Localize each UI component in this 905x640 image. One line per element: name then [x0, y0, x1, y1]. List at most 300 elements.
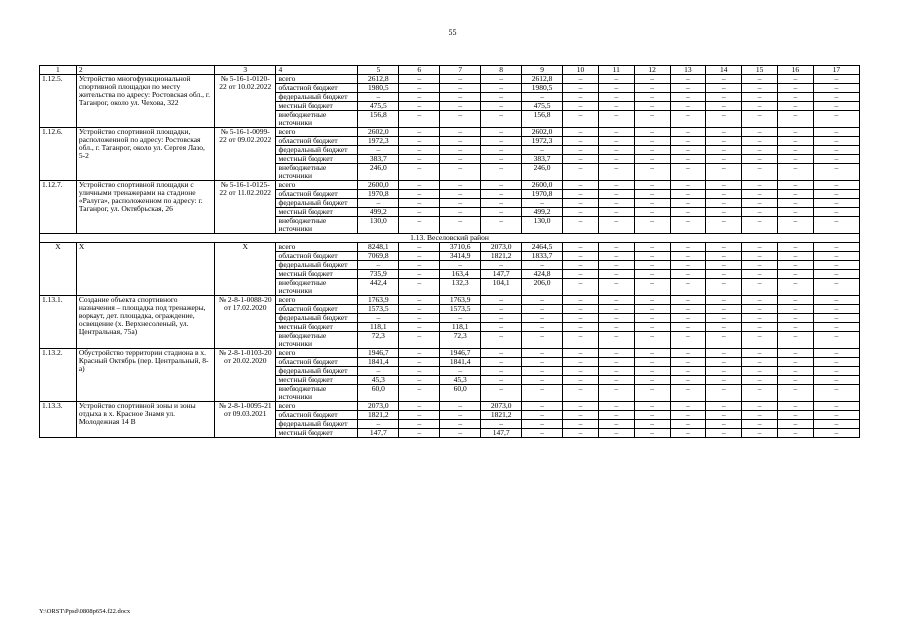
table-cell: –	[742, 93, 778, 102]
table-cell: областной бюджет	[276, 411, 358, 420]
table-cell: –	[778, 349, 814, 358]
table-cell: –	[813, 270, 859, 279]
table-cell: –	[399, 208, 440, 217]
table-cell: –	[706, 314, 742, 323]
table-cell: –	[813, 146, 859, 155]
table-cell: –	[481, 305, 522, 314]
table-cell: –	[563, 261, 599, 270]
table-cell: –	[598, 314, 634, 323]
table-cell: –	[481, 385, 522, 402]
table-cell: –	[563, 190, 599, 199]
table-row	[40, 66, 860, 75]
table-cell: –	[399, 270, 440, 279]
table-cell: –	[481, 367, 522, 376]
table-cell: –	[778, 420, 814, 429]
table-cell: –	[634, 128, 670, 137]
table-cell: –	[634, 261, 670, 270]
table-cell: –	[481, 349, 522, 358]
table-cell: –	[742, 137, 778, 146]
table-cell: –	[522, 358, 563, 367]
table-cell: –	[706, 199, 742, 208]
table-cell: –	[598, 217, 634, 234]
table-cell: –	[634, 358, 670, 367]
table-cell: 2612,8	[522, 75, 563, 84]
table-cell: 442,4	[358, 279, 399, 296]
table-cell: 1.12.7.	[40, 181, 77, 234]
table-row	[40, 296, 860, 305]
file-path-footer: Y:\ORST\Ppsd\0808p654.f22.docx	[39, 608, 131, 615]
table-cell: 15	[742, 66, 778, 75]
table-cell: 1946,7	[440, 349, 481, 358]
table-cell: –	[670, 376, 706, 385]
table-cell: –	[742, 270, 778, 279]
table-cell: –	[399, 217, 440, 234]
table-cell: –	[563, 385, 599, 402]
table-cell: –	[598, 164, 634, 181]
table-cell: всего	[276, 181, 358, 190]
table-cell: –	[598, 252, 634, 261]
table-cell: –	[563, 93, 599, 102]
table-cell: –	[813, 137, 859, 146]
table-cell: Х	[40, 243, 77, 296]
table-cell: –	[742, 367, 778, 376]
table-cell: 383,7	[358, 155, 399, 164]
table-cell: 2	[76, 66, 214, 75]
table-cell: –	[706, 385, 742, 402]
table-cell: –	[399, 261, 440, 270]
table-cell: 118,1	[440, 323, 481, 332]
table-cell: –	[522, 349, 563, 358]
table-cell: –	[778, 75, 814, 84]
table-cell: –	[522, 376, 563, 385]
table-cell: –	[742, 261, 778, 270]
table-cell: 1980,5	[522, 84, 563, 93]
table-cell: –	[778, 217, 814, 234]
table-cell: –	[813, 93, 859, 102]
table-cell: 1.12.6.	[40, 128, 77, 181]
table-cell: –	[634, 137, 670, 146]
table-cell: –	[670, 111, 706, 128]
table-cell: –	[399, 420, 440, 429]
table-cell: –	[358, 261, 399, 270]
table-cell: –	[670, 208, 706, 217]
table-cell: 475,5	[522, 102, 563, 111]
table-cell: –	[670, 279, 706, 296]
table-cell: всего	[276, 75, 358, 84]
table-cell: внебюджетные источники	[276, 279, 358, 296]
table-cell: –	[399, 137, 440, 146]
table-cell: областной бюджет	[276, 305, 358, 314]
table-cell: внебюджетные источники	[276, 385, 358, 402]
table-cell: –	[399, 332, 440, 349]
table-cell: –	[742, 75, 778, 84]
table-cell: –	[481, 420, 522, 429]
table-cell: –	[481, 332, 522, 349]
table-cell: –	[706, 102, 742, 111]
table-cell: –	[481, 199, 522, 208]
table-cell: –	[813, 429, 859, 438]
table-cell: 1.13.3.	[40, 402, 77, 438]
table-cell: –	[778, 208, 814, 217]
table-cell: –	[563, 270, 599, 279]
table-cell: 246,0	[522, 164, 563, 181]
table-cell: –	[670, 84, 706, 93]
table-cell: –	[481, 358, 522, 367]
table-cell: –	[634, 305, 670, 314]
table-cell: –	[522, 314, 563, 323]
table-cell: –	[563, 411, 599, 420]
table-cell: областной бюджет	[276, 84, 358, 93]
table-cell: –	[481, 314, 522, 323]
table-cell: –	[706, 75, 742, 84]
table-cell: –	[399, 199, 440, 208]
table-cell: –	[813, 420, 859, 429]
table-cell: –	[598, 349, 634, 358]
table-cell: –	[634, 367, 670, 376]
table-cell: –	[778, 323, 814, 332]
table-cell: –	[563, 305, 599, 314]
table-cell: –	[634, 385, 670, 402]
table-cell: –	[598, 367, 634, 376]
table-cell: –	[399, 93, 440, 102]
table-cell: –	[742, 411, 778, 420]
table-cell: –	[778, 155, 814, 164]
table-cell: федеральный бюджет	[276, 93, 358, 102]
table-cell: –	[522, 411, 563, 420]
table-cell: 3	[215, 66, 276, 75]
table-cell: –	[598, 93, 634, 102]
table-cell: –	[522, 385, 563, 402]
table-cell: –	[399, 358, 440, 367]
table-cell: –	[481, 102, 522, 111]
table-cell: 1573,5	[358, 305, 399, 314]
table-cell: № 5-16-1-0120-22 от 10.02.2022	[215, 75, 276, 128]
table-cell: 130,0	[522, 217, 563, 234]
table-cell: местный бюджет	[276, 155, 358, 164]
table-cell: –	[598, 270, 634, 279]
table-cell: 60,0	[440, 385, 481, 402]
table-cell: областной бюджет	[276, 252, 358, 261]
table-cell: 17	[813, 66, 859, 75]
table-cell: –	[563, 358, 599, 367]
table-cell: –	[598, 376, 634, 385]
section-header: 1.13. Веселовский район	[40, 234, 860, 243]
table-cell: –	[440, 111, 481, 128]
table-cell: –	[634, 270, 670, 279]
table-cell: –	[598, 402, 634, 411]
table-row	[40, 75, 860, 84]
budget-table	[39, 65, 860, 438]
table-cell: 1763,9	[440, 296, 481, 305]
table-cell: всего	[276, 402, 358, 411]
table-cell: –	[670, 137, 706, 146]
table-cell: –	[813, 217, 859, 234]
table-cell: –	[670, 190, 706, 199]
table-cell: –	[563, 137, 599, 146]
table-cell: 499,2	[358, 208, 399, 217]
table-cell: местный бюджет	[276, 376, 358, 385]
table-cell: –	[742, 429, 778, 438]
table-cell: 9	[522, 66, 563, 75]
table-cell: –	[563, 155, 599, 164]
table-cell: –	[563, 102, 599, 111]
table-cell: Х	[215, 243, 276, 296]
table-cell: 5	[358, 66, 399, 75]
table-cell: –	[670, 164, 706, 181]
table-cell: –	[634, 190, 670, 199]
table-cell: –	[634, 164, 670, 181]
table-cell: –	[670, 270, 706, 279]
table-cell: –	[813, 314, 859, 323]
table-cell: 499,2	[522, 208, 563, 217]
table-cell: –	[481, 208, 522, 217]
table-cell: –	[670, 75, 706, 84]
table-cell: –	[742, 358, 778, 367]
table-cell: –	[634, 84, 670, 93]
table-cell: 11	[598, 66, 634, 75]
table-cell: –	[778, 190, 814, 199]
table-cell: местный бюджет	[276, 102, 358, 111]
table-cell: –	[813, 181, 859, 190]
table-cell: № 5-16-1-0125-22 от 11.02.2022	[215, 181, 276, 234]
table-cell: –	[440, 420, 481, 429]
table-cell: Создание объекта спортивного назначения – площадка под тренажеры, воркаут, дет. площадка, ограждение, освещение (х. Верхнесоленый, ул. Центральная, 75а)	[76, 296, 214, 349]
table-cell: 8248,1	[358, 243, 399, 252]
table-cell: –	[813, 111, 859, 128]
table-cell: 1972,3	[358, 137, 399, 146]
table-cell: 163,4	[440, 270, 481, 279]
table-cell: 206,0	[522, 279, 563, 296]
table-cell: –	[742, 305, 778, 314]
table-cell: № 5-16-1-0099-22 от 09.02.2022	[215, 128, 276, 181]
table-cell: –	[399, 181, 440, 190]
table-cell: –	[670, 199, 706, 208]
table-cell: –	[778, 376, 814, 385]
table-cell: –	[706, 146, 742, 155]
table-cell: –	[706, 261, 742, 270]
table-cell: –	[706, 349, 742, 358]
table-cell: –	[598, 181, 634, 190]
table-cell: –	[742, 252, 778, 261]
table-cell: –	[563, 279, 599, 296]
table-cell: –	[706, 252, 742, 261]
table-cell: областной бюджет	[276, 358, 358, 367]
table-cell: –	[778, 102, 814, 111]
table-cell: –	[440, 146, 481, 155]
table-cell: –	[706, 332, 742, 349]
table-cell: –	[481, 181, 522, 190]
table-cell: федеральный бюджет	[276, 367, 358, 376]
table-cell: местный бюджет	[276, 270, 358, 279]
table-cell: –	[706, 358, 742, 367]
table-cell: –	[399, 385, 440, 402]
table-cell: –	[440, 402, 481, 411]
table-cell: –	[670, 385, 706, 402]
table-cell: –	[742, 190, 778, 199]
table-cell: –	[440, 128, 481, 137]
table-cell: –	[778, 164, 814, 181]
table-cell: –	[598, 75, 634, 84]
table-cell: –	[706, 305, 742, 314]
table-cell: –	[670, 261, 706, 270]
table-cell: –	[670, 367, 706, 376]
table-cell: –	[634, 279, 670, 296]
table-cell: –	[670, 323, 706, 332]
table-cell: –	[742, 420, 778, 429]
table-cell: –	[778, 385, 814, 402]
table-cell: –	[563, 208, 599, 217]
table-cell: –	[634, 146, 670, 155]
table-cell: –	[813, 190, 859, 199]
table-cell: –	[481, 128, 522, 137]
table-cell: –	[778, 128, 814, 137]
table-cell: –	[399, 252, 440, 261]
table-cell: –	[813, 376, 859, 385]
table-cell: –	[481, 376, 522, 385]
table-cell: –	[481, 155, 522, 164]
table-cell: –	[563, 217, 599, 234]
table-cell: –	[813, 279, 859, 296]
table-cell: –	[522, 429, 563, 438]
table-cell: –	[742, 349, 778, 358]
table-cell: –	[778, 111, 814, 128]
table-cell: –	[399, 402, 440, 411]
table-cell: –	[399, 102, 440, 111]
table-cell: 3414,9	[440, 252, 481, 261]
table-cell: –	[742, 376, 778, 385]
table-cell: –	[634, 243, 670, 252]
table-cell: –	[634, 349, 670, 358]
table-cell: –	[706, 208, 742, 217]
table-cell: –	[598, 358, 634, 367]
table-cell: –	[670, 420, 706, 429]
table-cell: –	[598, 385, 634, 402]
table-cell: –	[522, 420, 563, 429]
table-cell: –	[742, 111, 778, 128]
table-cell: –	[522, 367, 563, 376]
table-row	[40, 349, 860, 358]
table-cell: Устройство спортивной площадки, расположенной по адресу: Ростовская обл., г. Таганрог, около ул. Сергея Лазо, 5-2	[76, 128, 214, 181]
table-cell: –	[440, 199, 481, 208]
table-cell: –	[706, 128, 742, 137]
table-cell: –	[563, 252, 599, 261]
table-cell: –	[481, 93, 522, 102]
table-cell: –	[706, 84, 742, 93]
table-cell: –	[706, 190, 742, 199]
table-cell: –	[481, 323, 522, 332]
table-cell: 1821,2	[481, 411, 522, 420]
table-cell: –	[522, 305, 563, 314]
table-cell: –	[670, 332, 706, 349]
table-cell: –	[522, 199, 563, 208]
table-cell: –	[399, 349, 440, 358]
table-cell: –	[778, 314, 814, 323]
table-cell: –	[813, 102, 859, 111]
table-cell: 383,7	[522, 155, 563, 164]
table-cell: 1.13.2.	[40, 349, 77, 402]
table-cell: –	[813, 367, 859, 376]
table-cell: –	[399, 323, 440, 332]
table-cell: –	[706, 137, 742, 146]
table-cell: –	[706, 111, 742, 128]
table-cell: –	[742, 385, 778, 402]
table-cell: 2602,0	[522, 128, 563, 137]
table-cell: –	[778, 367, 814, 376]
table-cell: –	[399, 190, 440, 199]
table-cell: –	[481, 146, 522, 155]
table-cell: Устройство спортивной площадки с уличными тренажерами на стадионе «Ралуга», расположенном по адресу: г. Таганрог, ул. Октябрьская, 26	[76, 181, 214, 234]
table-cell: –	[598, 199, 634, 208]
table-cell: 130,0	[358, 217, 399, 234]
table-cell: –	[778, 261, 814, 270]
table-cell: –	[670, 402, 706, 411]
table-cell: 1970,8	[522, 190, 563, 199]
table-cell: –	[399, 75, 440, 84]
table-cell: –	[634, 208, 670, 217]
table-cell: –	[706, 411, 742, 420]
table-cell: –	[706, 270, 742, 279]
table-cell: –	[742, 402, 778, 411]
table-cell: –	[440, 84, 481, 93]
table-cell: 132,3	[440, 279, 481, 296]
table-cell: –	[813, 164, 859, 181]
table-cell: –	[634, 252, 670, 261]
table-cell: –	[399, 429, 440, 438]
table-cell: –	[634, 199, 670, 208]
table-cell: 72,3	[358, 332, 399, 349]
table-cell: –	[598, 243, 634, 252]
table-cell: –	[563, 199, 599, 208]
table-cell: –	[742, 155, 778, 164]
table-cell: 8	[481, 66, 522, 75]
table-cell: –	[813, 332, 859, 349]
table-cell: –	[813, 208, 859, 217]
table-cell: –	[481, 75, 522, 84]
table-cell: –	[706, 420, 742, 429]
table-cell: –	[399, 146, 440, 155]
table-cell: –	[706, 155, 742, 164]
table-cell: –	[634, 102, 670, 111]
table-cell: 1573,5	[440, 305, 481, 314]
table-cell: –	[742, 323, 778, 332]
table-cell: –	[481, 137, 522, 146]
table-cell: –	[598, 137, 634, 146]
table-cell: –	[813, 411, 859, 420]
table-cell: –	[358, 314, 399, 323]
table-cell: внебюджетные источники	[276, 217, 358, 234]
table-cell: 147,7	[481, 429, 522, 438]
table-cell: всего	[276, 243, 358, 252]
table-cell: –	[440, 411, 481, 420]
table-cell: –	[742, 243, 778, 252]
table-row	[40, 234, 860, 243]
table-cell: –	[742, 314, 778, 323]
table-cell: –	[670, 181, 706, 190]
page-number: 55	[448, 28, 457, 37]
table-cell: –	[440, 217, 481, 234]
table-cell: –	[440, 93, 481, 102]
table-cell: 2073,0	[358, 402, 399, 411]
table-cell: –	[670, 102, 706, 111]
table-cell: –	[813, 296, 859, 305]
table-cell: –	[440, 181, 481, 190]
table-cell: –	[670, 296, 706, 305]
table-cell: 45,3	[358, 376, 399, 385]
table-cell: –	[778, 332, 814, 349]
table-cell: –	[813, 323, 859, 332]
table-cell: –	[598, 155, 634, 164]
table-cell: –	[670, 314, 706, 323]
